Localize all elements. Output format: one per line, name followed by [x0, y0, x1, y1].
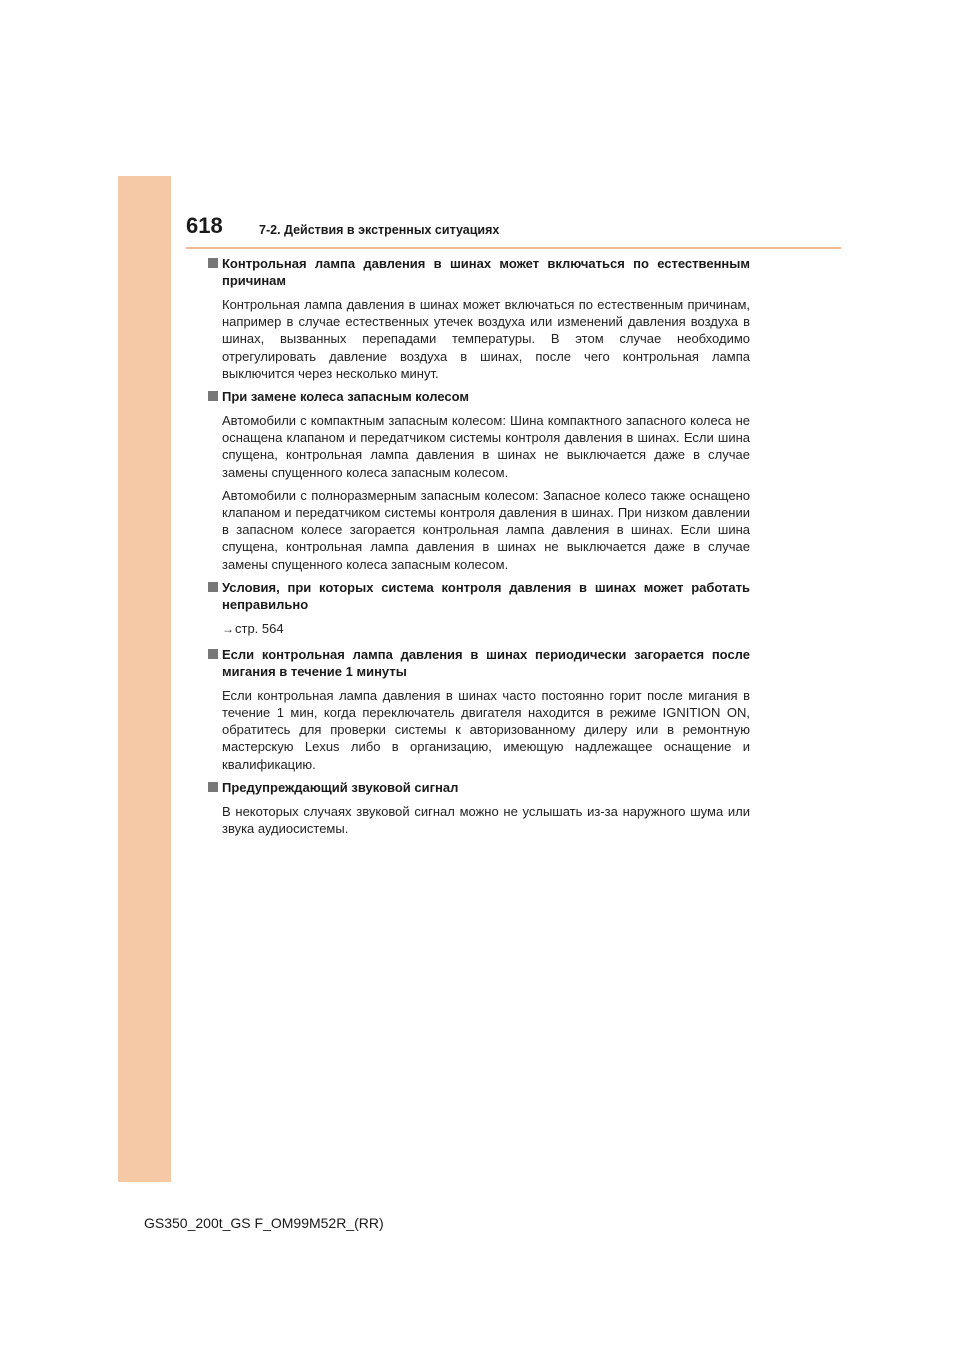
- page-reference-link[interactable]: стр. 564: [235, 620, 284, 636]
- section-paragraph: Контрольная лампа давления в шинах может включаться по естественным причинам, например в случае естественных утечек воздуха или изменений давления воздуха в шинах, вызванных перепадами температуры. В этом случае необходимо отрегулировать давление воздуха в шинах, после чего контрольная лампа выключится через несколько минут.: [222, 297, 750, 381]
- section-paragraph: Если контрольная лампа давления в шинах часто постоянно горит после мигания в течение 1 мин, когда переключатель двигателя находится в режиме IGNITION ON, обратитесь для проверки системы к авторизованному дилеру или в ремонтную мастерскую Lexus либо в организацию, имеющую надлежащее оснащение и квалификацию.: [222, 687, 750, 772]
- page-number: 618: [186, 213, 223, 238]
- chapter-side-band: [118, 176, 171, 1182]
- page-reference: [208, 620, 750, 638]
- section-paragraph: Автомобили с компактным запасным колесом: Шина компактного запасного колеса не оснащена клапаном и передатчиком системы контроля давления в шинах. Если шина спущена, контрольная лампа давления в шинах не выключается даже в случае замены спущенного колеса запасным колесом.: [222, 413, 750, 480]
- chapter-title: 7-2. Действия в экстренных ситуациях: [259, 223, 500, 237]
- section-title: Предупреждающий звуковой сигнал: [208, 779, 750, 796]
- section-spare-wheel: [208, 388, 750, 573]
- section-title: Условия, при которых система контроля давления в шинах может работать неправильно: [208, 579, 750, 613]
- section-paragraph: Автомобили с полноразмерным запасным колесом: Запасное колесо также оснащено клапаном и передатчиком системы контроля давления в шинах. При низком давлении в запасном колесе загорается контрольная лампа давления в шинах. Если шина спущена, контрольная лампа давления в шинах не выключается даже в случае замены спущенного колеса запасным колесом.: [222, 487, 750, 572]
- section-title: Если контрольная лампа давления в шинах периодически загорается после мигания в течение 1 минуты: [208, 646, 750, 680]
- page-content: [208, 255, 750, 843]
- section-title: Контрольная лампа давления в шинах может включаться по естественным причинам: [208, 255, 750, 289]
- square-bullet-icon: [208, 649, 218, 659]
- square-bullet-icon: [208, 258, 218, 268]
- arrow-right-icon: →: [222, 621, 234, 636]
- section-malfunction-conditions: [208, 579, 750, 638]
- document-code: GS350_200t_GS F_OM99M52R_(RR): [144, 1215, 384, 1231]
- square-bullet-icon: [208, 782, 218, 792]
- section-natural-causes: [208, 255, 750, 382]
- section-paragraph: В некоторых случаях звуковой сигнал можно не услышать из-за наружного шума или звука аудиосистемы.: [222, 803, 750, 837]
- section-title: При замене колеса запасным колесом: [208, 388, 750, 405]
- square-bullet-icon: [208, 391, 218, 401]
- section-periodic-lighting: [208, 646, 750, 773]
- square-bullet-icon: [208, 582, 218, 592]
- section-warning-buzzer: [208, 779, 750, 837]
- page-header: [186, 213, 841, 249]
